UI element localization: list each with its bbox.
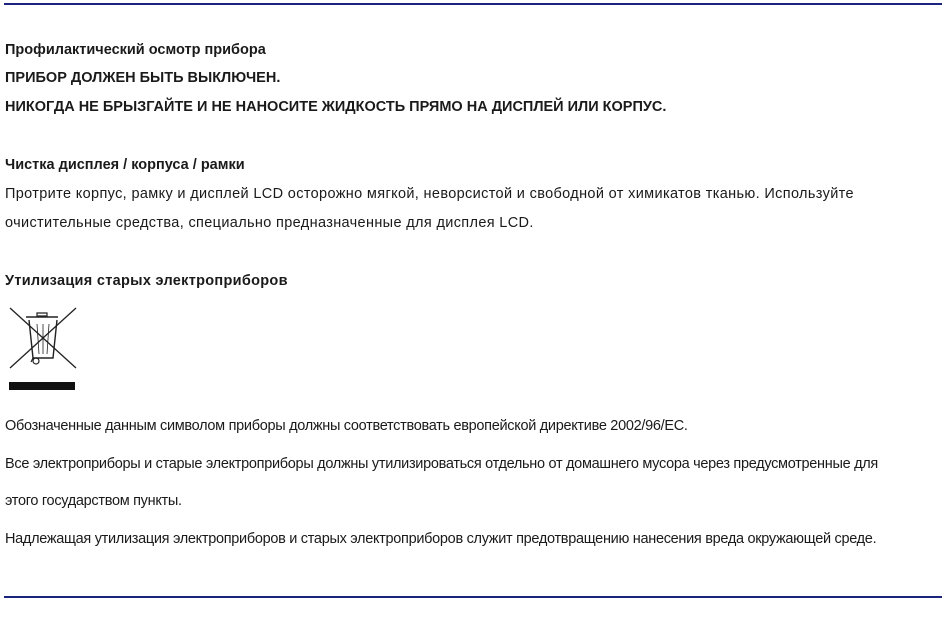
cleaning-text-line-2: очистительные средства, специально предназначенные для дисплея LCD. bbox=[5, 215, 534, 231]
maintenance-title: Профилактический осмотр прибора bbox=[5, 42, 266, 58]
disposal-paragraph-2-line-1: Все электроприборы и старые электроприборы должны утилизироваться отдельно от домашнего мусора через предусмотренные для bbox=[5, 456, 878, 472]
bottom-divider bbox=[4, 596, 942, 598]
disposal-paragraph-1: Обозначенные данным символом приборы должны соответствовать европейской директиве 2002/96/ЕС. bbox=[5, 418, 688, 434]
disposal-title: Утилизация старых электроприборов bbox=[5, 273, 288, 289]
warning-power-off: ПРИБОР ДОЛЖЕН БЫТЬ ВЫКЛЮЧЕН. bbox=[5, 70, 281, 86]
top-divider bbox=[4, 3, 942, 5]
cleaning-text-line-1: Протрите корпус, рамку и дисплей LCD осторожно мягкой, неворсистой и свободной от химикатов тканью. Используйте bbox=[5, 186, 854, 202]
disposal-paragraph-3: Надлежащая утилизация электроприборов и старых электроприборов служит предотвращению нанесения вреда окружающей среде. bbox=[5, 531, 877, 547]
cleaning-title: Чистка дисплея / корпуса / рамки bbox=[5, 157, 245, 173]
warning-no-liquid: НИКОГДА НЕ БРЫЗГАЙТЕ И НЕ НАНОСИТЕ ЖИДКОСТЬ ПРЯМО НА ДИСПЛЕЙ ИЛИ КОРПУС. bbox=[5, 99, 667, 115]
crossed-out-wheelie-bin-icon bbox=[6, 306, 78, 396]
disposal-paragraph-2-line-2: этого государством пункты. bbox=[5, 493, 182, 509]
